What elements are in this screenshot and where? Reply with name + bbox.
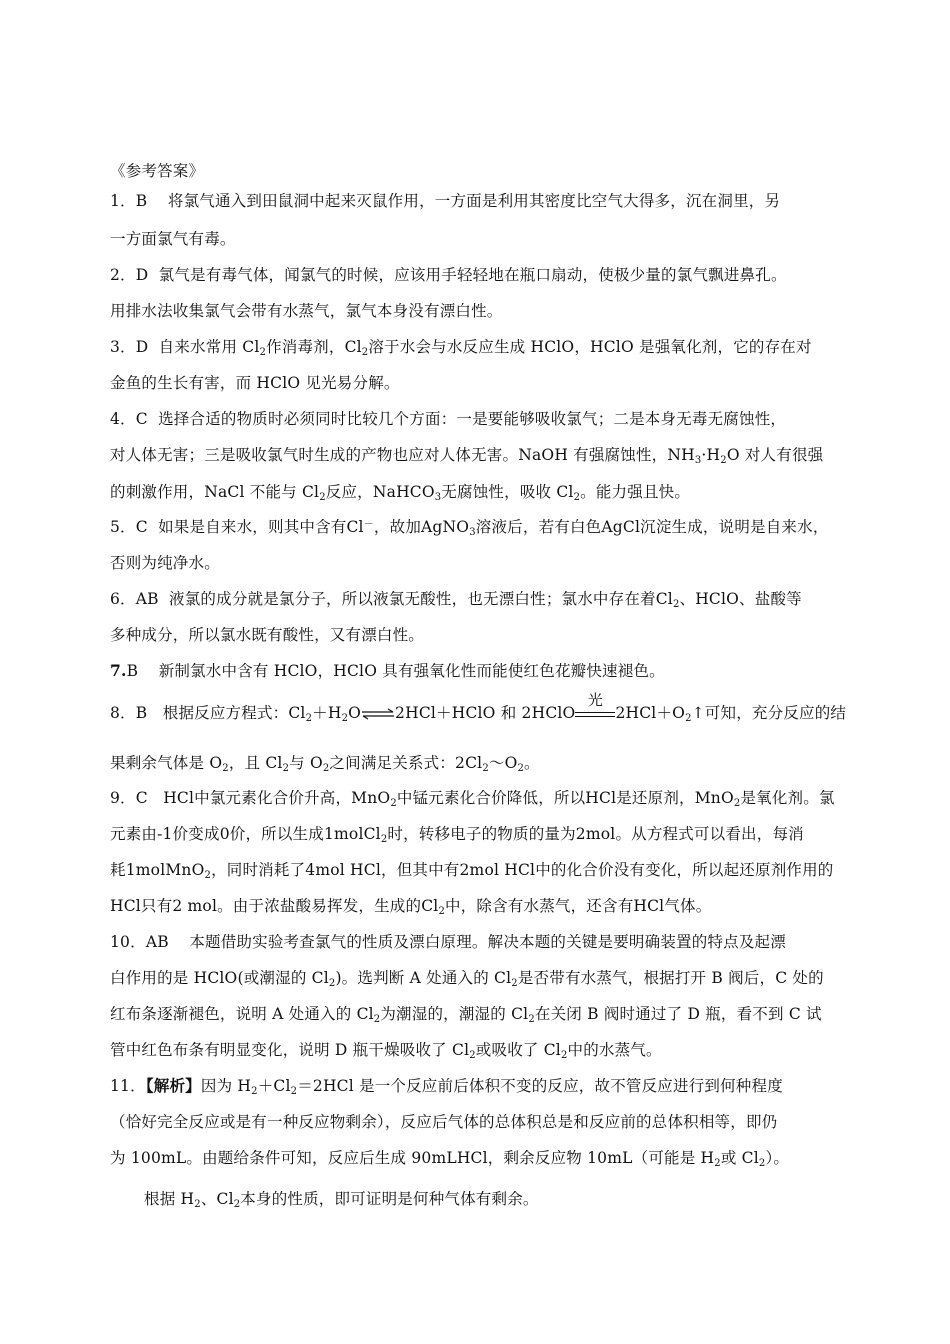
answer-number: 8．B: [110, 704, 148, 722]
answer-number: 11．: [110, 1077, 146, 1095]
answer-text: 果剩余气体是 O: [110, 754, 223, 772]
subscript: 2: [685, 713, 692, 724]
answer-text: ，故加AgNO: [373, 518, 470, 536]
answer-10-line-3: [110, 1003, 840, 1025]
answer-number: 4．C: [110, 410, 148, 428]
answers-header: [110, 160, 840, 182]
answer-text: ＝2HCl 是一个反应前后体积不变的反应，故不管反应进行到何种程度: [297, 1077, 783, 1095]
answer-11-line-4: [144, 1188, 874, 1210]
answer-text: 一方面氯气有毒。: [110, 230, 236, 248]
answer-text: 元素由-1价变成0价，所以生成1molCl: [110, 825, 381, 843]
answer-1-line-2: [110, 228, 840, 250]
answer-text: 红布条逐渐褪色，说明 A 处通入的 Cl: [110, 1005, 374, 1023]
answer-text: 是氧化剂。氯: [740, 789, 835, 807]
answer-9-line-3: [110, 859, 840, 881]
subscript: 2: [194, 1199, 201, 1210]
answer-text: 在关闭 B 阀时通过了 D 瓶，看不到 C 试: [534, 1005, 822, 1023]
answer-text: 新制氯水中含有 HClO，HClO 具有强氧化性而能使红色花瓣快速褪色。: [158, 662, 665, 680]
answer-text: 本身的性质，即可证明是何种气体有剩余。: [240, 1190, 539, 1208]
answer-11-line-1: [110, 1075, 840, 1097]
answer-text: 为 100mL。由题给条件可知，反应后生成 90mLHCl，剩余反应物 10mL（可能是 H: [110, 1149, 715, 1167]
answer-11-line-3: [110, 1147, 840, 1169]
analysis-tag: 【解析】: [145, 1076, 201, 1095]
answer-3-line-2: [110, 372, 840, 394]
answer-6-line-1: [110, 588, 840, 610]
answer-text: ·H: [701, 446, 721, 464]
answer-text: 。: [524, 754, 540, 772]
subscript: 2: [390, 798, 397, 809]
answer-text: 2HCl＋HClO 和 2HClO: [395, 704, 576, 722]
answer-10-line-2: [110, 967, 840, 989]
answer-text: )。选判断 A 处通入的 Cl: [335, 969, 512, 987]
answer-text: 与 O: [289, 754, 323, 772]
answer-5-line-2: [110, 552, 840, 574]
subscript: 2: [380, 834, 388, 845]
answer-text: 白作用的是 HClO(或潮湿的 Cl: [110, 969, 329, 987]
subscript: 2: [204, 870, 212, 881]
answer-2-line-2: [110, 300, 840, 322]
answer-4-line-3: [110, 481, 840, 503]
subscript: 2: [528, 1014, 535, 1025]
answer-text: 多种成分，所以氯水既有酸性，又有漂白性。: [110, 626, 425, 644]
answer-text: 用排水法收集氯气会带有水蒸气，氯气本身没有漂白性。: [110, 302, 503, 320]
subscript: 2: [373, 1014, 381, 1025]
answer-10-line-1: [110, 931, 840, 953]
answer-8-line-1: [110, 691, 847, 725]
answer-text: 、HClO、盐酸等: [679, 590, 802, 608]
answer-text: ＋H: [312, 704, 342, 722]
answer-1-line-1: [110, 190, 840, 212]
answer-text: ＋Cl: [257, 1077, 291, 1095]
subscript: 2: [438, 906, 445, 917]
answer-number: 2．D: [110, 266, 149, 284]
answer-5-line-1: [110, 516, 840, 538]
subscript: 3: [434, 492, 442, 503]
subscript: 2: [319, 492, 326, 503]
answer-number: 9．C: [110, 789, 148, 807]
answer-text: 中锰元素化合价降低，所以HCl是还原剂，MnO: [396, 789, 734, 807]
answer-number: 3．D: [110, 338, 149, 356]
subscript: 2: [720, 455, 727, 466]
answer-text: 2HCl＋O: [615, 704, 686, 722]
answer-text: HCl中氯元素化合价升高，MnO: [163, 789, 391, 807]
subscript: 2: [482, 763, 489, 774]
subscript: 2: [361, 347, 369, 358]
superscript: －: [363, 519, 374, 530]
answer-text: 耗1molMnO: [110, 861, 205, 879]
condition-label: 光: [587, 691, 604, 709]
answer-text: （恰好完全反应或是有一种反应物剩余），反应后气体的总体积总是和反应前的总体积相等，即仍: [110, 1113, 778, 1131]
answer-text: HCl只有2 mol。由于浓盐酸易挥发，生成的Cl: [110, 897, 439, 915]
answer-number: 6．AB: [110, 590, 159, 608]
answer-text: 。能力强且快。: [580, 483, 691, 501]
answer-7-line-1: [110, 660, 840, 682]
answer-text: 溶于水会与水反应生成 HClO，HClO 是强氧化剂，它的存在对: [368, 338, 812, 356]
answer-2-line-1: [110, 264, 840, 286]
subscript: 2: [305, 713, 313, 724]
subscript: 2: [233, 1199, 241, 1210]
answer-text: 根据反应方程式：Cl: [162, 704, 306, 722]
subscript: 3: [469, 527, 476, 538]
subscript: 2: [290, 1086, 298, 1097]
answer-text: 氯气是有毒气体，闻氯气的时候，应该用手轻轻地在瓶口扇动，使极少量的氯气飘进鼻孔。: [158, 266, 787, 284]
answer-4-line-2: [110, 444, 840, 466]
answer-text: ～O: [488, 754, 518, 772]
answer-text: 、Cl: [200, 1190, 234, 1208]
subscript: 2: [511, 978, 518, 989]
answer-text: 因为 H: [200, 1077, 252, 1095]
answer-letter: B: [126, 662, 139, 680]
answer-number: 1．B: [110, 192, 148, 210]
subscript: 2: [758, 1158, 766, 1169]
answer-text: 金鱼的生长有害，而 HClO 见光易分解。: [110, 374, 400, 392]
subscript: 2: [282, 763, 290, 774]
subscript: 2: [469, 1050, 476, 1061]
answer-text: 中，除含有水蒸气，还含有HCl气体。: [445, 897, 712, 915]
answer-text: 为潮湿的，潮湿的 Cl: [380, 1005, 529, 1023]
subscript: 2: [259, 347, 267, 358]
header-text: 《参考答案》: [110, 162, 205, 180]
answer-text: 自来水常用 Cl: [158, 338, 260, 356]
answer-text: 中的水蒸气。: [567, 1041, 662, 1059]
answer-8-line-2: [110, 752, 840, 774]
answer-9-line-4: [110, 895, 840, 917]
answer-10-line-4: [110, 1039, 840, 1061]
subscript: 2: [560, 1050, 568, 1061]
answer-9-line-2: [110, 823, 840, 845]
answer-text: 无腐蚀性，吸收 Cl: [441, 483, 574, 501]
subscript: 2: [322, 763, 330, 774]
answer-text: 对人体无害；三是吸收氯气时生成的产物也应对人体无害。NaOH 有强腐蚀性，NH: [110, 446, 695, 464]
answer-3-line-1: [110, 336, 840, 358]
subscript: 2: [714, 1158, 721, 1169]
answer-text: 否则为纯净水。: [110, 554, 220, 572]
answer-text: 液氯的成分就是氯分子，所以液氯无酸性，也无漂白性；氯水中存在着Cl: [169, 590, 673, 608]
answer-text: 之间满足关系式：2Cl: [329, 754, 483, 772]
subscript: 2: [672, 599, 680, 610]
answer-text: 反应，NaHCO: [325, 483, 435, 501]
answer-text: ，且 Cl: [228, 754, 283, 772]
answer-4-line-1: [110, 408, 840, 430]
answer-number: 10．AB: [110, 933, 169, 951]
subscript: 3: [694, 455, 702, 466]
subscript: 2: [733, 798, 741, 809]
answer-text: O 对人有很强: [726, 446, 824, 464]
answer-text: 溶液后，若有白色AgCl沉淀生成，说明是自来水，: [475, 518, 829, 536]
answer-text: 或 Cl: [720, 1149, 759, 1167]
answer-text: O: [348, 704, 362, 722]
subscript: 2: [251, 1086, 258, 1097]
answer-number: 7.: [110, 661, 127, 680]
answer-text: 如果是自来水，则其中含有Cl: [158, 518, 364, 536]
answer-text: 根据 H: [144, 1190, 195, 1208]
subscript: 2: [573, 492, 581, 503]
answer-text: ，同时消耗了4mol HCl，但其中有2mol HCl中的化合价没有变化，所以起还原剂作用的: [211, 861, 834, 879]
answer-text: 将氯气通入到田鼠洞中起来灭鼠作用，一方面是利用其密度比空气大得多，沉在洞里，另: [167, 192, 781, 210]
answer-text: ）。: [765, 1149, 790, 1167]
answer-text: 是否带有水蒸气，根据打开 B 阀后，C 处的: [517, 969, 824, 987]
subscript: 2: [341, 713, 349, 724]
answer-text: 作消毒剂，Cl: [266, 338, 362, 356]
subscript: 2: [517, 763, 525, 774]
answer-text: 或吸收了 Cl: [475, 1041, 561, 1059]
answer-text: 本题借助实验考查氯气的性质及漂白原理。解决本题的关键是要明确装置的特点及起漂: [189, 933, 786, 951]
answer-text: 选择合适的物质时必须同时比较几个方面：一是要能够吸收氯气；二是本身无毒无腐蚀性，: [158, 410, 787, 428]
subscript: 2: [328, 978, 336, 989]
answer-6-line-2: [110, 624, 840, 646]
light-condition-equals: [575, 691, 615, 725]
equals-bar: [575, 712, 615, 713]
answer-11-line-2: [110, 1111, 840, 1133]
answer-text: 时，转移电子的物质的量为2mol。从方程式可以看出，每消: [387, 825, 804, 843]
answer-text: ↑可知，充分反应的结: [691, 704, 847, 722]
answer-number: 5．C: [110, 518, 148, 536]
reversible-arrow-icon: [361, 708, 395, 720]
equals-bar: [575, 716, 615, 717]
answer-text: 管中红色布条有明显变化，说明 D 瓶干燥吸收了 Cl: [110, 1041, 470, 1059]
answer-text: 的刺激作用，NaCl 不能与 Cl: [110, 483, 320, 501]
subscript: 2: [222, 763, 229, 774]
answer-9-line-1: [110, 787, 840, 809]
